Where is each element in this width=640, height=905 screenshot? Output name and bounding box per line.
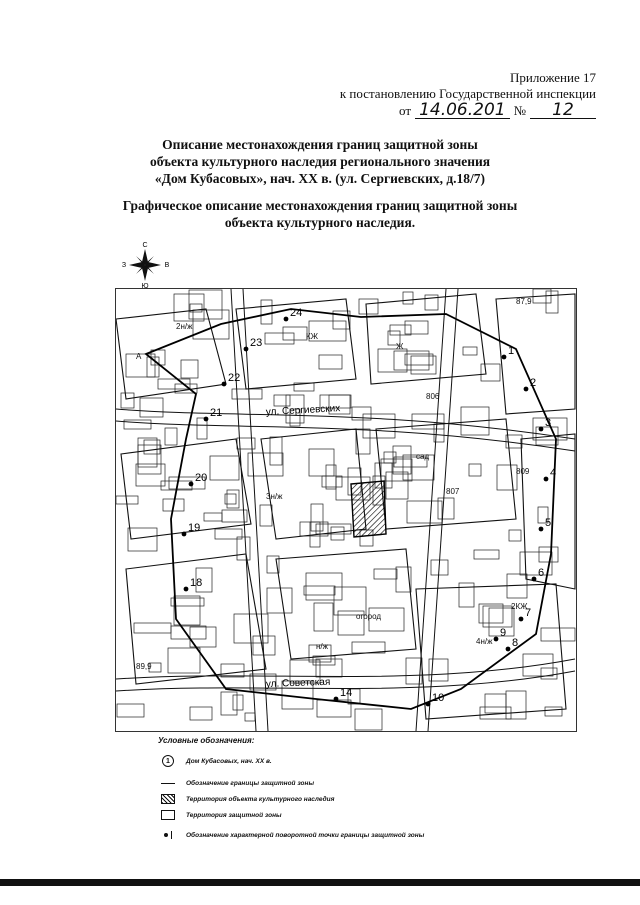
empty-area-icon [161,810,175,820]
appendix-from: от [399,103,412,118]
parcel [270,437,282,465]
parcel [306,573,342,600]
object-hatched-area [351,481,386,537]
compass-north: С [142,242,148,249]
title-line: объекта культурного наследия регионального значения [149,154,491,169]
parcel [509,530,521,541]
turn-point-label: 5 [545,517,552,529]
subtitle-line: объекта культурного наследия. [224,215,416,230]
parcel [274,395,290,406]
legend-row-territory-object [158,791,478,807]
parcel [381,459,412,481]
map-label: н/ж [316,642,328,651]
parcel [245,713,255,721]
parcel [546,291,558,313]
turn-point-icon [164,831,172,839]
turn-point-label: 24 [290,307,303,319]
parcel [190,707,212,720]
parcel [117,704,144,717]
turn-point-label: 7 [525,607,532,619]
parcel [497,465,517,490]
parcel [481,364,500,381]
map-label: 806 [426,392,440,401]
turn-point-label: 20 [195,472,208,484]
parcel [539,547,558,562]
subtitle-line: Графическое описание местонахождения границ защитной зоны [122,198,518,213]
map-label: А [136,352,142,361]
parcel [189,290,222,319]
parcel [386,472,408,499]
numbered-circle-icon: 1 [162,755,174,767]
appendix-decree: к постановлению Государственной инспекции [339,86,596,101]
legend-row-turn-point [158,827,478,843]
legend-territory-zone-label: Территория защитной зоны [186,811,282,819]
turn-point-label: 18 [190,577,203,589]
map-label: КЖ [306,332,319,341]
map-label: 4н/ж [476,637,493,646]
parcel [225,494,236,504]
parcel [215,529,242,539]
parcel [463,347,477,355]
street-name: ул. Советская [265,676,331,690]
turn-point-marker [284,317,289,322]
turn-point-marker [539,527,544,532]
appendix-title: Приложение 17 [509,70,596,85]
map-label: 2н/ж [176,322,193,331]
parcel [474,550,499,559]
parcel [304,586,335,595]
parcel [227,490,239,508]
parcel [181,360,198,378]
street-name: ул. Сергиевских [265,403,341,418]
parcel [140,398,163,417]
turn-point-label: 1 [508,345,515,357]
title-line: Описание местонахождения границ защитной зоны [162,137,478,152]
road-line [428,289,458,731]
appendix-number-label: № [513,103,526,118]
parcel [405,321,428,334]
parcel [204,513,222,521]
compass-rose-icon [120,240,170,290]
legend-row-boundary [158,775,478,791]
parcel [124,420,151,429]
turn-point-label: 8 [512,637,519,649]
parcel [485,694,506,713]
appendix-header [340,70,596,119]
map-label: сад [416,452,430,461]
parcel [506,691,526,719]
heritage-object-territory [351,481,386,537]
turn-point-label: 9 [500,627,507,639]
parcel [121,393,134,408]
parcel [237,537,250,560]
map-label: 87,9 [516,297,532,306]
turn-point-marker [244,347,249,352]
map-labels [136,297,532,690]
parcel [128,528,157,551]
map-label: огород [356,612,382,621]
appendix-number: 12 [530,102,596,119]
parcel [165,428,177,445]
parcel [403,292,413,304]
parcel [144,440,160,454]
parcel [390,325,411,335]
protection-zone-boundary [146,309,556,709]
hatched-area-icon [161,794,175,804]
turn-point-marker [189,482,194,487]
turn-point-label: 2 [530,377,537,389]
parcel [319,355,342,369]
parcel [134,623,171,633]
parcel [322,476,342,487]
parcel [541,628,575,641]
parcel [359,299,378,314]
parcel [314,603,333,631]
block-outline [366,294,486,384]
legend-object-label: Дом Кубасовых, нач. XX в. [186,757,272,765]
map-parcels [116,289,575,730]
parcel [311,504,323,531]
turn-point-label: 19 [188,522,201,534]
map-label: 809 [516,467,530,476]
block-outline [261,429,366,539]
turn-point-marker [506,647,511,652]
parcel [326,465,336,489]
parcel [193,310,229,339]
legend-boundary-label: Обозначение границы защитной зоны [186,779,315,787]
turn-point-marker [544,477,549,482]
title-line: «Дом Кубасовых», нач. XX в. (ул. Сергиевских, д.18/7) [154,171,486,186]
boundary-line-icon [161,783,175,784]
cadastral-map [115,288,577,732]
parcel [541,668,557,679]
turn-point-marker [502,355,507,360]
parcel [355,709,382,730]
parcel [233,695,243,710]
parcel [283,327,307,340]
turn-point-label: 23 [250,337,263,349]
map-roads [116,289,575,731]
parcel [374,569,397,579]
map-label: Ж [396,342,404,351]
parcel [309,449,334,476]
compass-east: В [164,262,170,269]
document-title [0,136,640,187]
parcel [260,505,272,526]
legend-turn-point-label: Обозначение характерной поворотной точки границы защитной зоны [186,831,425,839]
turn-point-marker [426,702,431,707]
compass-west: З [121,262,127,269]
parcel [331,527,344,540]
turn-point-label: 10 [432,692,445,704]
turn-point-label: 6 [538,567,545,579]
parcel [267,588,292,613]
map-label: 807 [446,487,460,496]
turn-point-marker [494,637,499,642]
parcel [378,349,407,372]
turn-point-marker [524,387,529,392]
turn-point-marker [519,617,524,622]
turn-point-label: 3 [545,417,552,429]
legend-territory-object-label: Территория объекта культурного наследия [186,795,335,803]
map-label: 2КЖ [511,602,528,611]
turn-point-label: 22 [228,372,241,384]
scan-edge-band [0,879,640,886]
map-legend [158,736,478,843]
zone-boundary [146,309,556,709]
map-subtitle [0,197,640,231]
turn-point-marker [539,427,544,432]
road-line [116,659,575,679]
turn-point-marker [184,587,189,592]
block-outline [276,549,416,659]
parcel [545,707,562,716]
turn-point-label: 21 [210,407,223,419]
road-line [416,289,446,731]
parcel [261,300,272,324]
parcel [483,606,512,627]
turn-point-label: 4 [550,467,557,479]
legend-heading: Условные обозначения: [158,736,255,745]
map-label: 3н/ж [266,492,283,501]
turn-point-marker [532,577,537,582]
parcel [168,648,200,673]
parcel [407,501,442,523]
parcel [210,456,239,480]
parcel [221,664,244,677]
legend-row-object [158,753,478,769]
appendix-date-line [340,102,596,119]
parcel [265,333,294,344]
map-label: 89,9 [136,662,152,671]
appendix-date: 14.06.201 [415,102,510,119]
turn-point-marker [334,697,339,702]
turn-point-marker [222,382,227,387]
turn-point-marker [182,532,187,537]
turn-point-label: 14 [340,687,353,699]
parcel [479,604,503,623]
parcel [221,692,237,715]
parcel [469,464,481,476]
turn-point-marker [204,417,209,422]
compass-south: Ю [141,283,149,290]
parcel [138,438,157,467]
legend-row-territory-zone [158,807,478,823]
